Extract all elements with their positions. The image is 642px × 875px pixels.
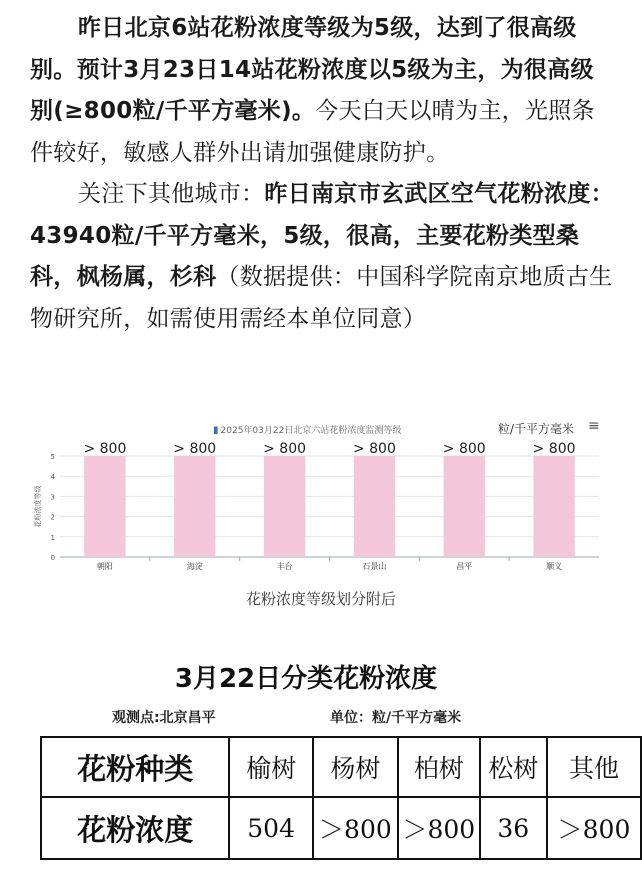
x-tick-label: 海淀 bbox=[186, 562, 203, 571]
chart-title bbox=[213, 423, 401, 436]
bar-data-label: > 800 bbox=[83, 441, 127, 457]
bar bbox=[84, 456, 125, 557]
y-tick-label: 1 bbox=[50, 533, 55, 542]
chart-canvas bbox=[28, 415, 613, 585]
paragraph-2-bold: 昨日南京市玄武区空气花粉浓度：43940粒/千平方毫米，5级，很高，主要花粉类型桑科，枫杨属，杉科 bbox=[30, 181, 614, 290]
row-header-values: 花粉浓度 bbox=[41, 797, 229, 859]
value-cell: 504 bbox=[229, 797, 312, 859]
bar-data-label: > 800 bbox=[263, 441, 307, 457]
value-cell: 36 bbox=[480, 797, 547, 859]
y-tick-label: 0 bbox=[50, 554, 55, 562]
unit-label: 单位：粒/千平方毫米 bbox=[330, 710, 462, 726]
table-row-values bbox=[41, 797, 641, 859]
x-tick-label: 丰台 bbox=[276, 562, 293, 571]
row-header-types: 花粉种类 bbox=[41, 737, 229, 797]
paragraph-1-normal: 今天白天以晴为主，光照条件较好，敏感人群外出请加强健康防护。 bbox=[30, 98, 595, 166]
y-tick-label: 3 bbox=[50, 493, 55, 502]
pollen-level-chart bbox=[28, 415, 613, 585]
paragraph-1-bold: 昨日北京6站花粉浓度等级为5级，达到了很高级别。预计3月23日14站花粉浓度以5级为主，为很高级别(≥800粒/千平方毫米)。 bbox=[30, 15, 594, 124]
bar bbox=[174, 456, 215, 557]
bar-data-label: > 800 bbox=[352, 441, 396, 457]
type-cell: 杨树 bbox=[313, 737, 398, 797]
bar-data-label: > 800 bbox=[532, 441, 576, 457]
y-tick-label: 4 bbox=[50, 473, 55, 482]
value-cell: ＞800 bbox=[398, 797, 480, 859]
value-cell: ＞800 bbox=[547, 797, 641, 859]
article-text bbox=[30, 8, 615, 340]
paragraph-2-source: （数据提供：中国科学院南京地质古生物研究所，如需使用需经本单位同意） bbox=[30, 264, 613, 332]
x-tick-label: 朝阳 bbox=[96, 562, 113, 571]
type-cell: 榆树 bbox=[229, 737, 312, 797]
bar bbox=[533, 456, 574, 557]
y-axis-label: 花粉浓度等级 bbox=[34, 485, 42, 528]
y-tick-label: 2 bbox=[50, 513, 55, 522]
chart-caption: 花粉浓度等级划分附后 bbox=[245, 590, 396, 608]
type-cell: 松树 bbox=[480, 737, 547, 797]
paragraph-2-lead: 关注下其他城市： bbox=[78, 181, 265, 207]
bar bbox=[444, 456, 485, 557]
bar bbox=[264, 456, 305, 557]
table-row-types bbox=[41, 737, 641, 797]
article-paragraph-1 bbox=[30, 8, 615, 174]
bar-data-label: > 800 bbox=[442, 441, 486, 457]
table-title: 3月22日分类花粉浓度 bbox=[174, 664, 438, 694]
x-tick-label: 顺义 bbox=[546, 562, 563, 571]
station-label: 观测点:北京昌平 bbox=[112, 710, 216, 726]
x-tick-label: 石景山 bbox=[362, 562, 387, 571]
type-cell: 其他 bbox=[547, 737, 641, 797]
bar-data-label: > 800 bbox=[173, 441, 217, 457]
hamburger-menu-icon[interactable]: ≡ bbox=[588, 418, 600, 434]
pollen-table bbox=[40, 736, 642, 860]
chart-unit-label: 粒/千平方毫米 bbox=[498, 422, 575, 436]
bar-chart-icon: ▮ bbox=[213, 425, 219, 436]
y-tick-label: 5 bbox=[50, 453, 55, 461]
value-cell: ＞800 bbox=[313, 797, 398, 859]
type-cell: 柏树 bbox=[398, 737, 480, 797]
x-tick-label: 昌平 bbox=[456, 562, 473, 571]
bar bbox=[354, 456, 395, 557]
chart-title-text: 2025年03月22日北京六站花粉浓度监测等级 bbox=[220, 426, 402, 436]
article-paragraph-2 bbox=[30, 174, 615, 340]
